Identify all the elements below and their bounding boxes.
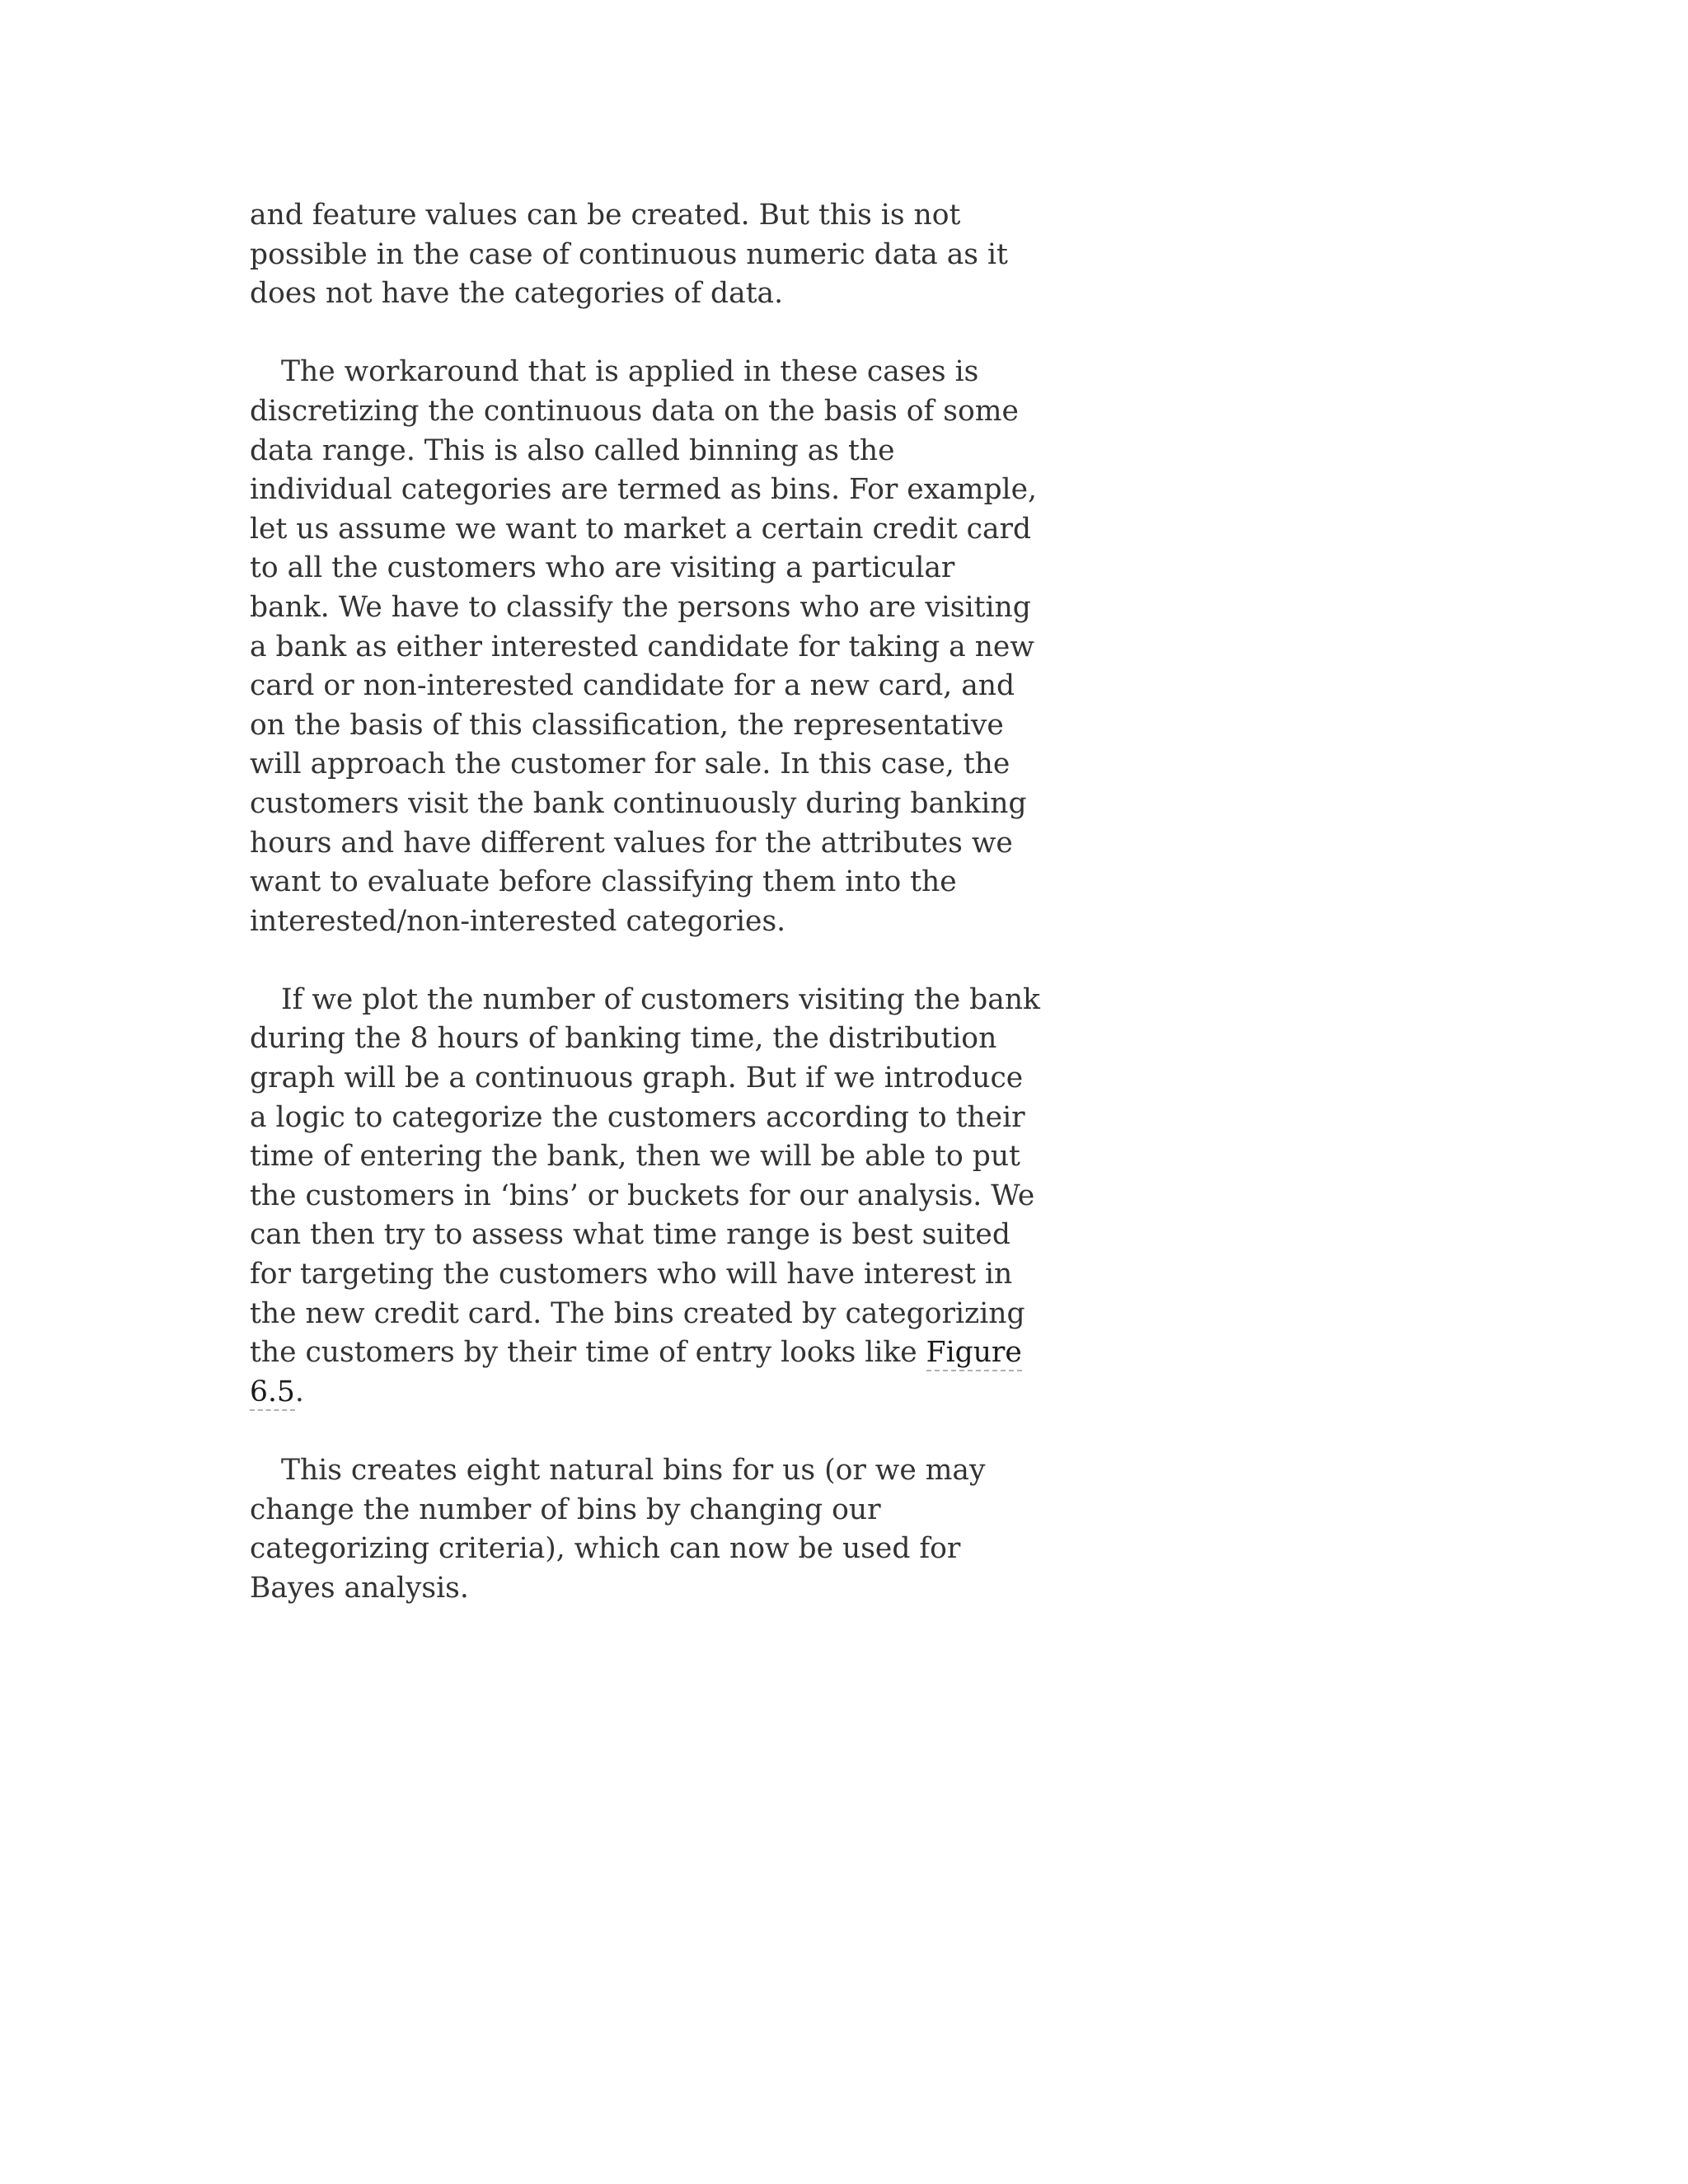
paragraph-text-before-link: If we plot the number of customers visiting the bank during the 8 hours of banking time, the distribution graph will be a continuous graph. But if we introduce a logic to categorize the customers according to their time of entering the bank, then we will be able to put the customers in ‘bins’ or buckets for our analysis. We can then try to assess what time range is best suited for targeting the customers who will have interest in the new credit card. The bins created by categorizing the customers by their time of entry looks like	[250, 982, 1040, 1370]
paragraph-binning-workaround: The workaround that is applied in these cases is discretizing the continuous data on the basis of some data range. This is also called binning as the individual categories are termed as bins. For example, let us assume we want to market a certain credit card to all the customers who are visiting a particular bank. We have to classify the persons who are visiting a bank as either interested candidate for taking a new card or non-interested candidate for a new card, and on the basis of this classification, the representative will approach the customer for sale. In this case, the customers visit the bank continuously during banking hours and have different values for the attributes we want to evaluate before classifying them into the interested/non-interested categories.	[250, 355, 1037, 938]
body-text-column	[250, 196, 1041, 1608]
paragraph-continuation: and feature values can be created. But this is not possible in the case of continuous numeric data as it does not have the categories of data.	[250, 199, 1008, 311]
paragraph-distribution-graph	[250, 981, 1041, 1413]
figure-6-5-link[interactable]: Figure 6.5	[250, 1336, 1022, 1411]
paragraph-text-after-link: .	[294, 1375, 304, 1408]
paragraph-eight-bins: This creates eight natural bins for us (or we may change the number of bins by changing our categorizing criteria), which can now be used for Bayes analysis.	[250, 1454, 986, 1605]
